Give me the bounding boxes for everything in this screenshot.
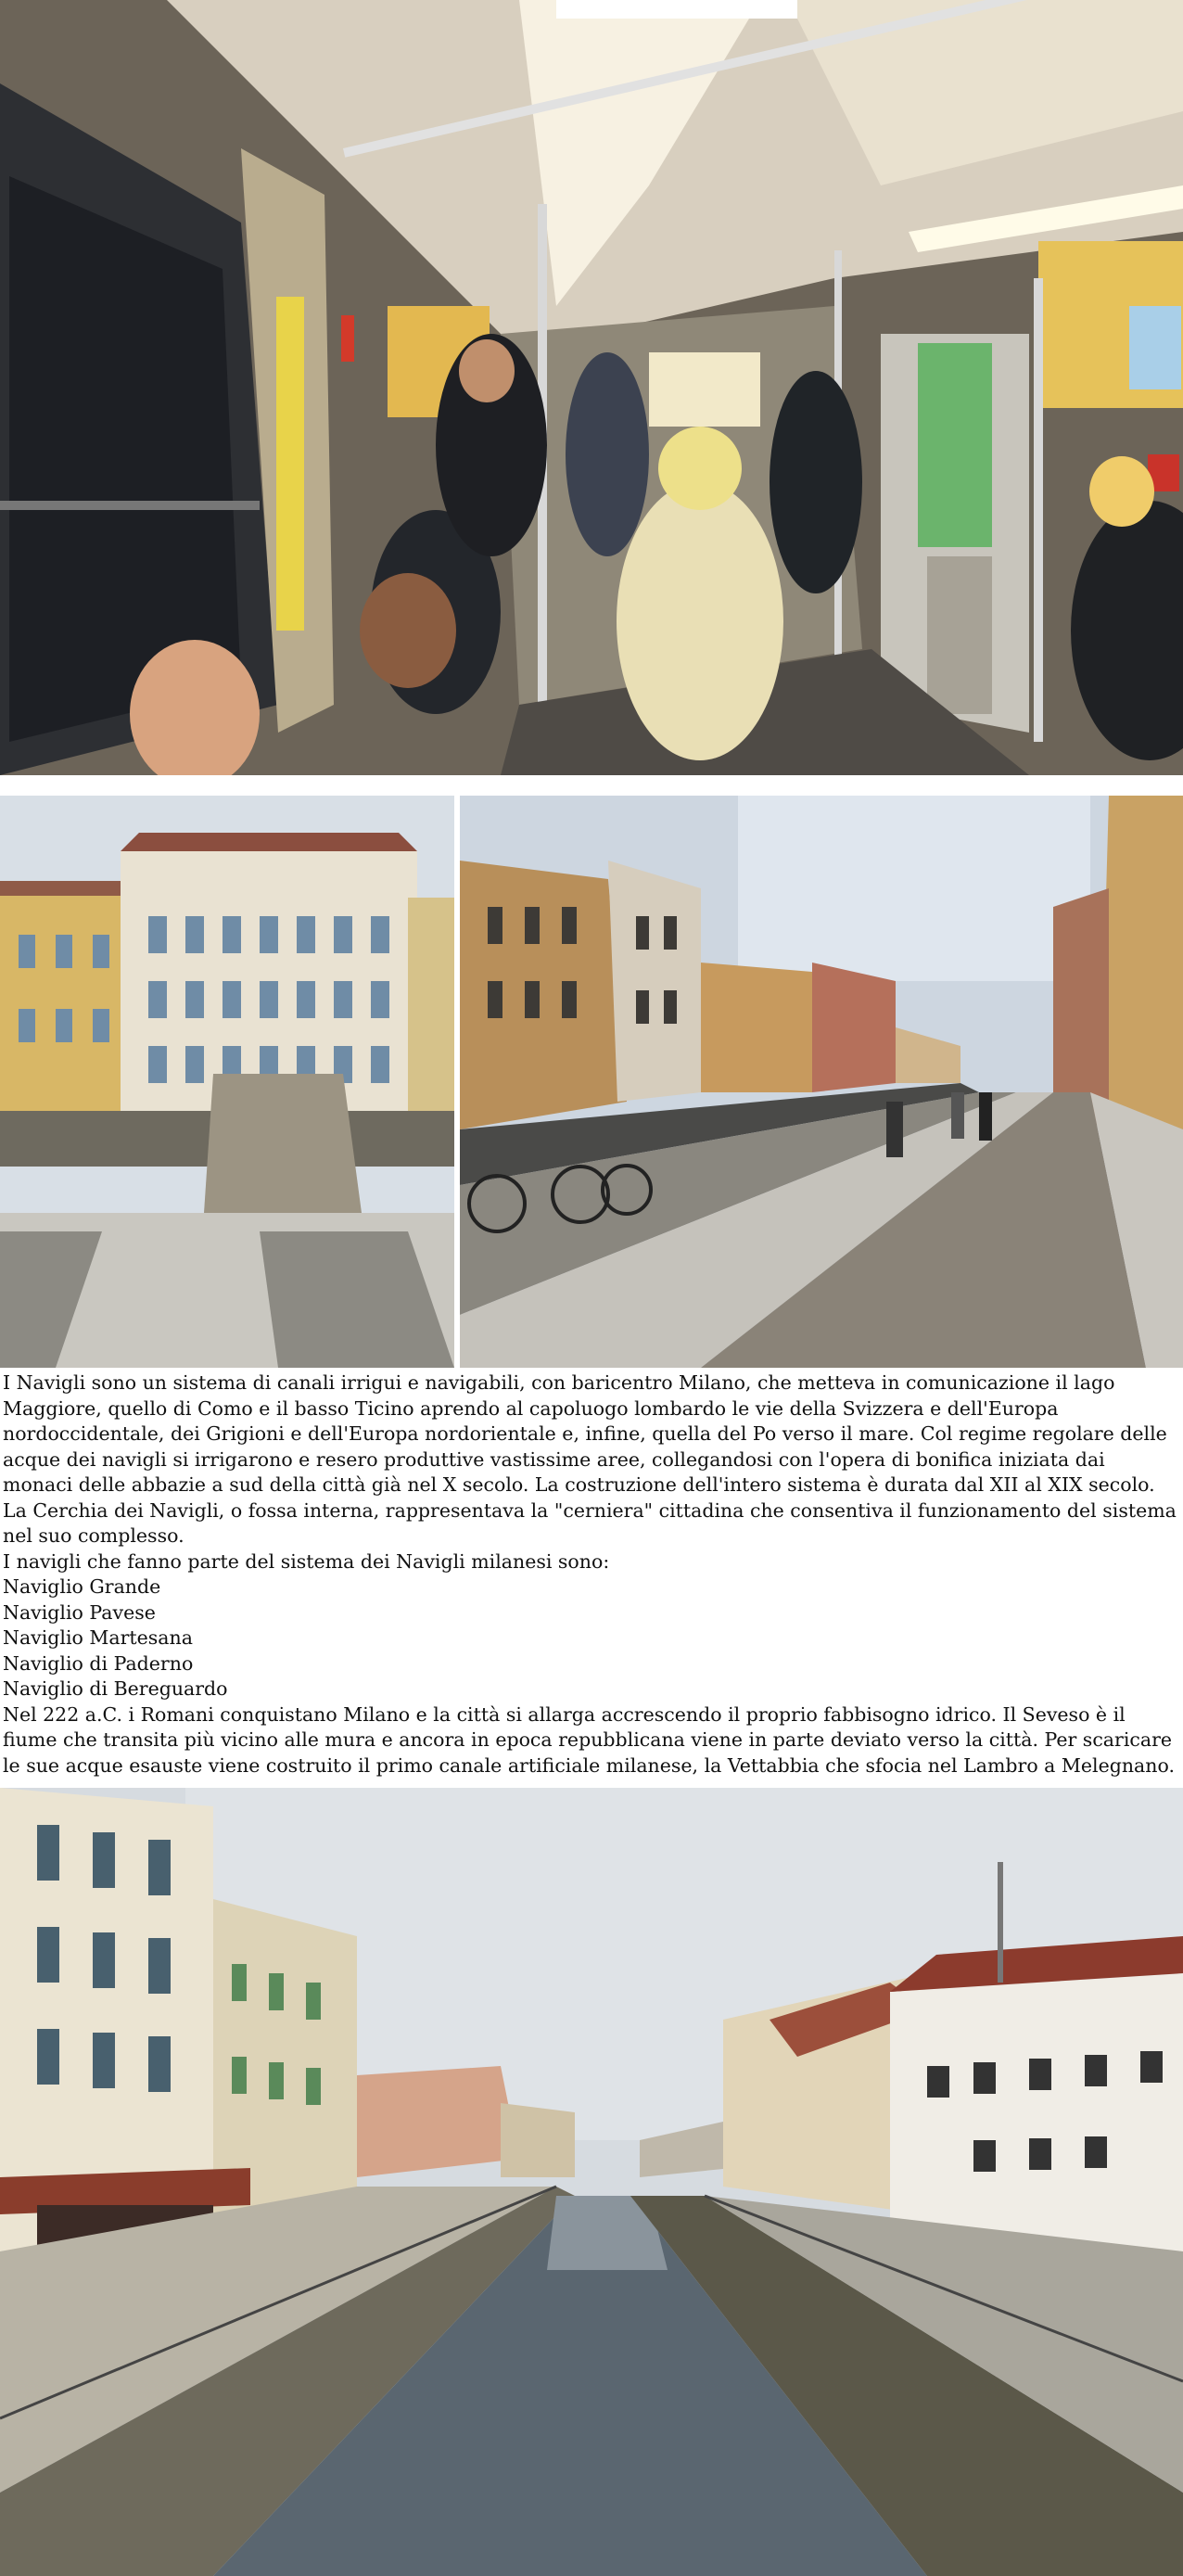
article-text	[3, 1371, 1178, 1779]
list-item: Naviglio di Paderno	[3, 1651, 194, 1675]
canal-towpath-photo	[460, 796, 1183, 1368]
canals-list	[3, 1575, 1178, 1702]
canal-view-photo	[0, 1788, 1183, 2576]
list-item: Naviglio Grande	[3, 1575, 161, 1598]
tram-interior-photo	[0, 0, 1183, 775]
list-item: Naviglio di Bereguardo	[3, 1677, 228, 1700]
history-paragraph: Nel 222 a.C. i Romani conquistano Milano e la città si allarga accrescendo il proprio fabbisogno idrico. Il Seveso è il fiume che transita più vicino alle mura e ancora in epoca repubblicana viene in parte deviato verso la città. Per scaricare le sue acque esauste viene costruito il primo canale artificiale milanese, la Vettabbia che sfocia nel Lambro a Melegnano.	[3, 1702, 1175, 1777]
list-item: Naviglio Pavese	[3, 1600, 156, 1624]
intro-paragraph: I Navigli sono un sistema di canali irrigui e navigabili, con baricentro Milano, che metteva in comunicazione il lago Maggiore, quello di Como e il basso Ticino aprendo al capoluogo lombardo le vie della Svizzera e dell'Europa nordoccidentale, dei Grigioni e dell'Europa nordorientale e, infine, quella del Po verso il mare. Col regime regolare delle acque dei navigli si irrigarono e resero produttive vastissime aree, collegandosi con l'opera di bonifica iniziata dai monaci delle abbazie a sud della città già nel X secolo. La costruzione dell'intero sistema è durata dal XII al XIX secolo. La Cerchia dei Navigli, o fossa interna, rappresentava la "cerniera" cittadina che consentiva il funzionamento del sistema nel suo complesso.	[3, 1371, 1177, 1547]
list-item: Naviglio Martesana	[3, 1626, 193, 1649]
canals-list-heading: I navigli che fanno parte del sistema dei Navigli milanesi sono:	[3, 1549, 610, 1573]
square-palazzi-photo	[0, 796, 454, 1368]
